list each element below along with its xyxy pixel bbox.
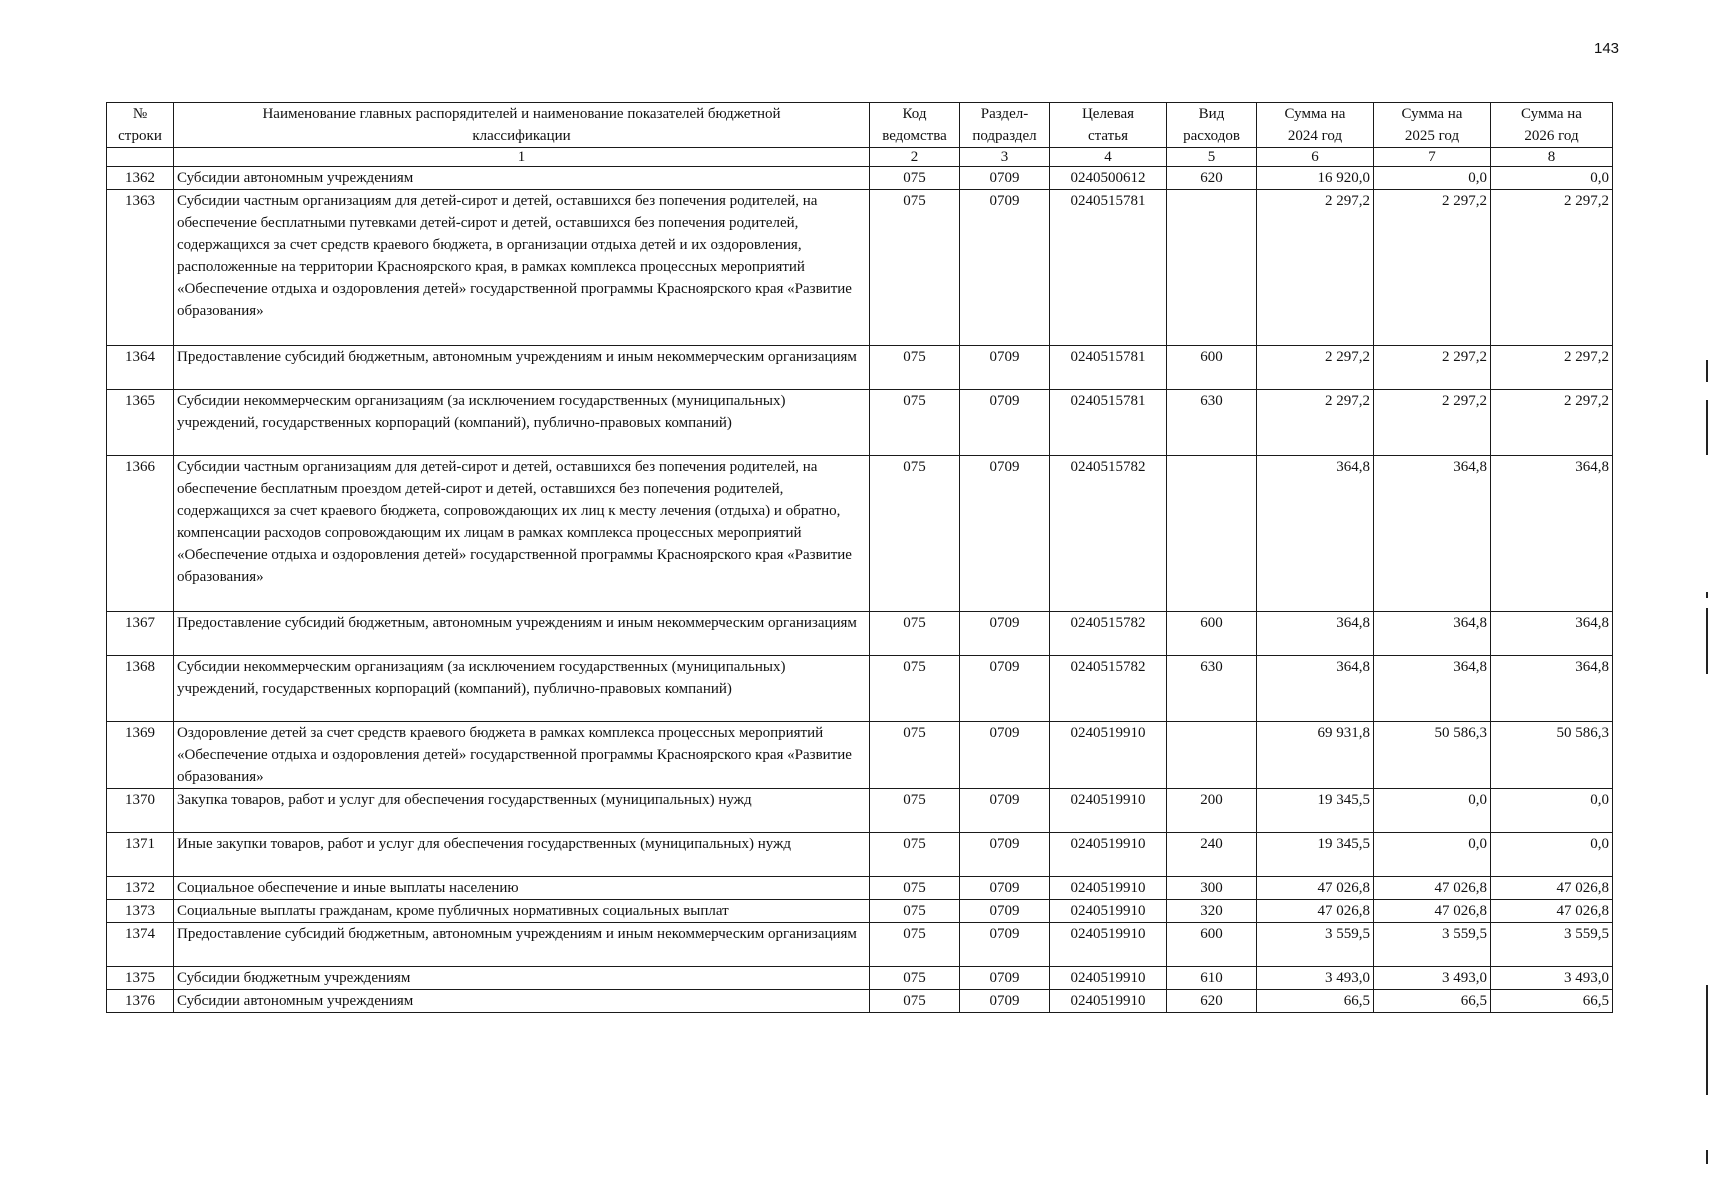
table-row — [107, 923, 1613, 967]
row-dept-code: 075 — [870, 900, 960, 923]
row-expense-type: 630 — [1167, 656, 1257, 722]
row-dept-code: 075 — [870, 346, 960, 390]
row-section: 0709 — [960, 346, 1050, 390]
row-target: 0240519910 — [1050, 789, 1167, 833]
row-number: 1362 — [107, 167, 174, 190]
row-number: 1371 — [107, 833, 174, 877]
scan-edge-mark — [1706, 360, 1708, 382]
row-dept-code: 075 — [870, 167, 960, 190]
row-name: Предоставление субсидий бюджетным, автономным учреждениям и иным некоммерческим организациям — [174, 923, 870, 967]
row-expense-type: 600 — [1167, 923, 1257, 967]
row-sum-2024: 364,8 — [1257, 656, 1374, 722]
row-sum-2025: 47 026,8 — [1374, 877, 1491, 900]
table-row — [107, 612, 1613, 656]
row-sum-2024: 19 345,5 — [1257, 833, 1374, 877]
column-number: 1 — [174, 148, 870, 167]
row-sum-2026: 47 026,8 — [1491, 900, 1613, 923]
header-target: Целевая статья — [1050, 103, 1167, 148]
row-sum-2025: 50 586,3 — [1374, 722, 1491, 789]
row-expense-type: 620 — [1167, 167, 1257, 190]
row-target: 0240515782 — [1050, 612, 1167, 656]
row-number: 1369 — [107, 722, 174, 789]
row-name: Субсидии автономным учреждениям — [174, 167, 870, 190]
table-row — [107, 722, 1613, 789]
table-row — [107, 900, 1613, 923]
row-sum-2025: 2 297,2 — [1374, 390, 1491, 456]
row-name: Предоставление субсидий бюджетным, автономным учреждениям и иным некоммерческим организациям — [174, 346, 870, 390]
row-name: Оздоровление детей за счет средств краевого бюджета в рамках комплекса процессных мероприятий «Обеспечение отдыха и оздоровления детей» государственной программы Красноярского края «Развитие образования» — [174, 722, 870, 789]
row-sum-2025: 364,8 — [1374, 656, 1491, 722]
row-section: 0709 — [960, 789, 1050, 833]
row-name: Закупка товаров, работ и услуг для обеспечения государственных (муниципальных) нужд — [174, 789, 870, 833]
row-number: 1363 — [107, 190, 174, 346]
column-number-blank — [107, 148, 174, 167]
row-target: 0240519910 — [1050, 967, 1167, 990]
table-row — [107, 990, 1613, 1013]
row-sum-2024: 66,5 — [1257, 990, 1374, 1013]
row-target: 0240515781 — [1050, 390, 1167, 456]
scan-edge-mark — [1706, 400, 1708, 455]
header-sum-2024: Сумма на 2024 год — [1257, 103, 1374, 148]
row-section: 0709 — [960, 190, 1050, 346]
row-sum-2024: 19 345,5 — [1257, 789, 1374, 833]
row-sum-2026: 364,8 — [1491, 656, 1613, 722]
row-expense-type: 300 — [1167, 877, 1257, 900]
row-dept-code: 075 — [870, 877, 960, 900]
row-sum-2025: 3 559,5 — [1374, 923, 1491, 967]
row-sum-2026: 50 586,3 — [1491, 722, 1613, 789]
row-sum-2025: 364,8 — [1374, 456, 1491, 612]
column-number: 2 — [870, 148, 960, 167]
row-target: 0240519910 — [1050, 900, 1167, 923]
row-dept-code: 075 — [870, 833, 960, 877]
row-sum-2024: 364,8 — [1257, 612, 1374, 656]
row-section: 0709 — [960, 722, 1050, 789]
row-expense-type: 600 — [1167, 346, 1257, 390]
row-name: Субсидии частным организациям для детей-сирот и детей, оставшихся без попечения родителей, на обеспечение бесплатным проездом детей-сирот и детей, оставшихся без попечения родителей, содержащихся за счет краевого бюджета, сопровождающих их лиц к месту лечения (отдыха) и обратно, компенсации расходов сопровождающим их лицам в рамках комплекса процессных мероприятий «Обеспечение отдыха и оздоровления детей» государственной программы Красноярского края «Развитие образования» — [174, 456, 870, 612]
table-row — [107, 877, 1613, 900]
row-sum-2025: 47 026,8 — [1374, 900, 1491, 923]
row-target: 0240519910 — [1050, 923, 1167, 967]
row-number: 1364 — [107, 346, 174, 390]
row-section: 0709 — [960, 456, 1050, 612]
row-name: Субсидии бюджетным учреждениям — [174, 967, 870, 990]
row-number: 1370 — [107, 789, 174, 833]
column-number: 7 — [1374, 148, 1491, 167]
row-expense-type: 320 — [1167, 900, 1257, 923]
table-row — [107, 167, 1613, 190]
row-number: 1375 — [107, 967, 174, 990]
row-name: Субсидии частным организациям для детей-сирот и детей, оставшихся без попечения родителей, на обеспечение бесплатными путевками детей-сирот и детей, оставшихся без попечения родителей, содержащихся за счет средств краевого бюджета, в организации отдыха детей и их оздоровления, расположенные на территории Красноярского края, в рамках комплекса процессных мероприятий «Обеспечение отдыха и оздоровления детей» государственной программы Красноярского края «Развитие образования» — [174, 190, 870, 346]
row-target: 0240515781 — [1050, 346, 1167, 390]
row-section: 0709 — [960, 900, 1050, 923]
row-target: 0240519910 — [1050, 877, 1167, 900]
row-target: 0240519910 — [1050, 833, 1167, 877]
table-row — [107, 346, 1613, 390]
row-target: 0240515782 — [1050, 456, 1167, 612]
header-name: Наименование главных распорядителей и наименование показателей бюджетной классификации — [174, 103, 870, 148]
row-sum-2026: 0,0 — [1491, 167, 1613, 190]
row-sum-2024: 2 297,2 — [1257, 390, 1374, 456]
row-target: 0240515782 — [1050, 656, 1167, 722]
column-number: 6 — [1257, 148, 1374, 167]
row-dept-code: 075 — [870, 656, 960, 722]
row-dept-code: 075 — [870, 967, 960, 990]
row-number: 1368 — [107, 656, 174, 722]
row-name: Предоставление субсидий бюджетным, автономным учреждениям и иным некоммерческим организациям — [174, 612, 870, 656]
row-expense-type: 200 — [1167, 789, 1257, 833]
row-number: 1373 — [107, 900, 174, 923]
row-sum-2025: 0,0 — [1374, 833, 1491, 877]
column-number: 3 — [960, 148, 1050, 167]
row-expense-type: 240 — [1167, 833, 1257, 877]
row-name: Иные закупки товаров, работ и услуг для обеспечения государственных (муниципальных) нужд — [174, 833, 870, 877]
row-sum-2025: 0,0 — [1374, 789, 1491, 833]
table-row — [107, 967, 1613, 990]
row-section: 0709 — [960, 967, 1050, 990]
page-number: 143 — [1594, 40, 1620, 57]
scan-edge-mark — [1706, 592, 1708, 598]
row-sum-2026: 364,8 — [1491, 456, 1613, 612]
row-sum-2026: 47 026,8 — [1491, 877, 1613, 900]
row-sum-2026: 0,0 — [1491, 789, 1613, 833]
row-expense-type: 610 — [1167, 967, 1257, 990]
row-name: Субсидии автономным учреждениям — [174, 990, 870, 1013]
row-sum-2026: 2 297,2 — [1491, 190, 1613, 346]
table-row — [107, 833, 1613, 877]
row-sum-2025: 3 493,0 — [1374, 967, 1491, 990]
row-section: 0709 — [960, 833, 1050, 877]
row-target: 0240519910 — [1050, 990, 1167, 1013]
row-sum-2026: 0,0 — [1491, 833, 1613, 877]
row-number: 1366 — [107, 456, 174, 612]
row-number: 1365 — [107, 390, 174, 456]
row-dept-code: 075 — [870, 456, 960, 612]
row-dept-code: 075 — [870, 722, 960, 789]
row-sum-2024: 69 931,8 — [1257, 722, 1374, 789]
row-dept-code: 075 — [870, 190, 960, 346]
row-sum-2025: 2 297,2 — [1374, 190, 1491, 346]
budget-table — [106, 102, 1613, 1013]
row-expense-type: 600 — [1167, 612, 1257, 656]
row-expense-type — [1167, 722, 1257, 789]
header-expense-type: Вид расходов — [1167, 103, 1257, 148]
header-sum-2025: Сумма на 2025 год — [1374, 103, 1491, 148]
row-sum-2026: 2 297,2 — [1491, 346, 1613, 390]
row-section: 0709 — [960, 612, 1050, 656]
column-number: 5 — [1167, 148, 1257, 167]
row-sum-2026: 2 297,2 — [1491, 390, 1613, 456]
row-sum-2025: 0,0 — [1374, 167, 1491, 190]
table-row — [107, 390, 1613, 456]
row-number: 1367 — [107, 612, 174, 656]
table-row — [107, 656, 1613, 722]
table-row — [107, 190, 1613, 346]
row-section: 0709 — [960, 656, 1050, 722]
row-sum-2024: 16 920,0 — [1257, 167, 1374, 190]
column-number: 8 — [1491, 148, 1613, 167]
row-sum-2024: 47 026,8 — [1257, 877, 1374, 900]
scan-edge-mark — [1706, 608, 1708, 674]
scan-edge-mark — [1706, 985, 1708, 1095]
row-number: 1374 — [107, 923, 174, 967]
row-expense-type — [1167, 456, 1257, 612]
row-section: 0709 — [960, 877, 1050, 900]
row-section: 0709 — [960, 923, 1050, 967]
row-name: Социальные выплаты гражданам, кроме публичных нормативных социальных выплат — [174, 900, 870, 923]
row-number: 1372 — [107, 877, 174, 900]
row-sum-2024: 2 297,2 — [1257, 190, 1374, 346]
row-dept-code: 075 — [870, 923, 960, 967]
header-row-no: № строки — [107, 103, 174, 148]
row-sum-2026: 364,8 — [1491, 612, 1613, 656]
row-sum-2024: 2 297,2 — [1257, 346, 1374, 390]
column-number-row — [107, 148, 1613, 167]
row-expense-type: 620 — [1167, 990, 1257, 1013]
row-dept-code: 075 — [870, 390, 960, 456]
row-sum-2026: 3 493,0 — [1491, 967, 1613, 990]
row-sum-2024: 3 493,0 — [1257, 967, 1374, 990]
row-expense-type: 630 — [1167, 390, 1257, 456]
row-section: 0709 — [960, 390, 1050, 456]
row-dept-code: 075 — [870, 990, 960, 1013]
table-row — [107, 789, 1613, 833]
row-name: Субсидии некоммерческим организациям (за исключением государственных (муниципальных) учреждений, государственных корпораций (компаний), публично-правовых компаний) — [174, 656, 870, 722]
row-number: 1376 — [107, 990, 174, 1013]
row-target: 0240500612 — [1050, 167, 1167, 190]
row-expense-type — [1167, 190, 1257, 346]
header-row — [107, 103, 1613, 148]
header-dept-code: Код ведомства — [870, 103, 960, 148]
row-dept-code: 075 — [870, 789, 960, 833]
row-sum-2026: 66,5 — [1491, 990, 1613, 1013]
row-sum-2026: 3 559,5 — [1491, 923, 1613, 967]
row-sum-2024: 364,8 — [1257, 456, 1374, 612]
row-section: 0709 — [960, 990, 1050, 1013]
scan-edge-mark — [1706, 1150, 1708, 1164]
column-number: 4 — [1050, 148, 1167, 167]
row-name: Социальное обеспечение и иные выплаты населению — [174, 877, 870, 900]
row-dept-code: 075 — [870, 612, 960, 656]
table-row — [107, 456, 1613, 612]
row-target: 0240519910 — [1050, 722, 1167, 789]
header-sum-2026: Сумма на 2026 год — [1491, 103, 1613, 148]
row-sum-2024: 3 559,5 — [1257, 923, 1374, 967]
row-target: 0240515781 — [1050, 190, 1167, 346]
row-section: 0709 — [960, 167, 1050, 190]
row-sum-2024: 47 026,8 — [1257, 900, 1374, 923]
header-section: Раздел- подраздел — [960, 103, 1050, 148]
row-sum-2025: 2 297,2 — [1374, 346, 1491, 390]
row-sum-2025: 66,5 — [1374, 990, 1491, 1013]
row-name: Субсидии некоммерческим организациям (за исключением государственных (муниципальных) учреждений, государственных корпораций (компаний), публично-правовых компаний) — [174, 390, 870, 456]
row-sum-2025: 364,8 — [1374, 612, 1491, 656]
